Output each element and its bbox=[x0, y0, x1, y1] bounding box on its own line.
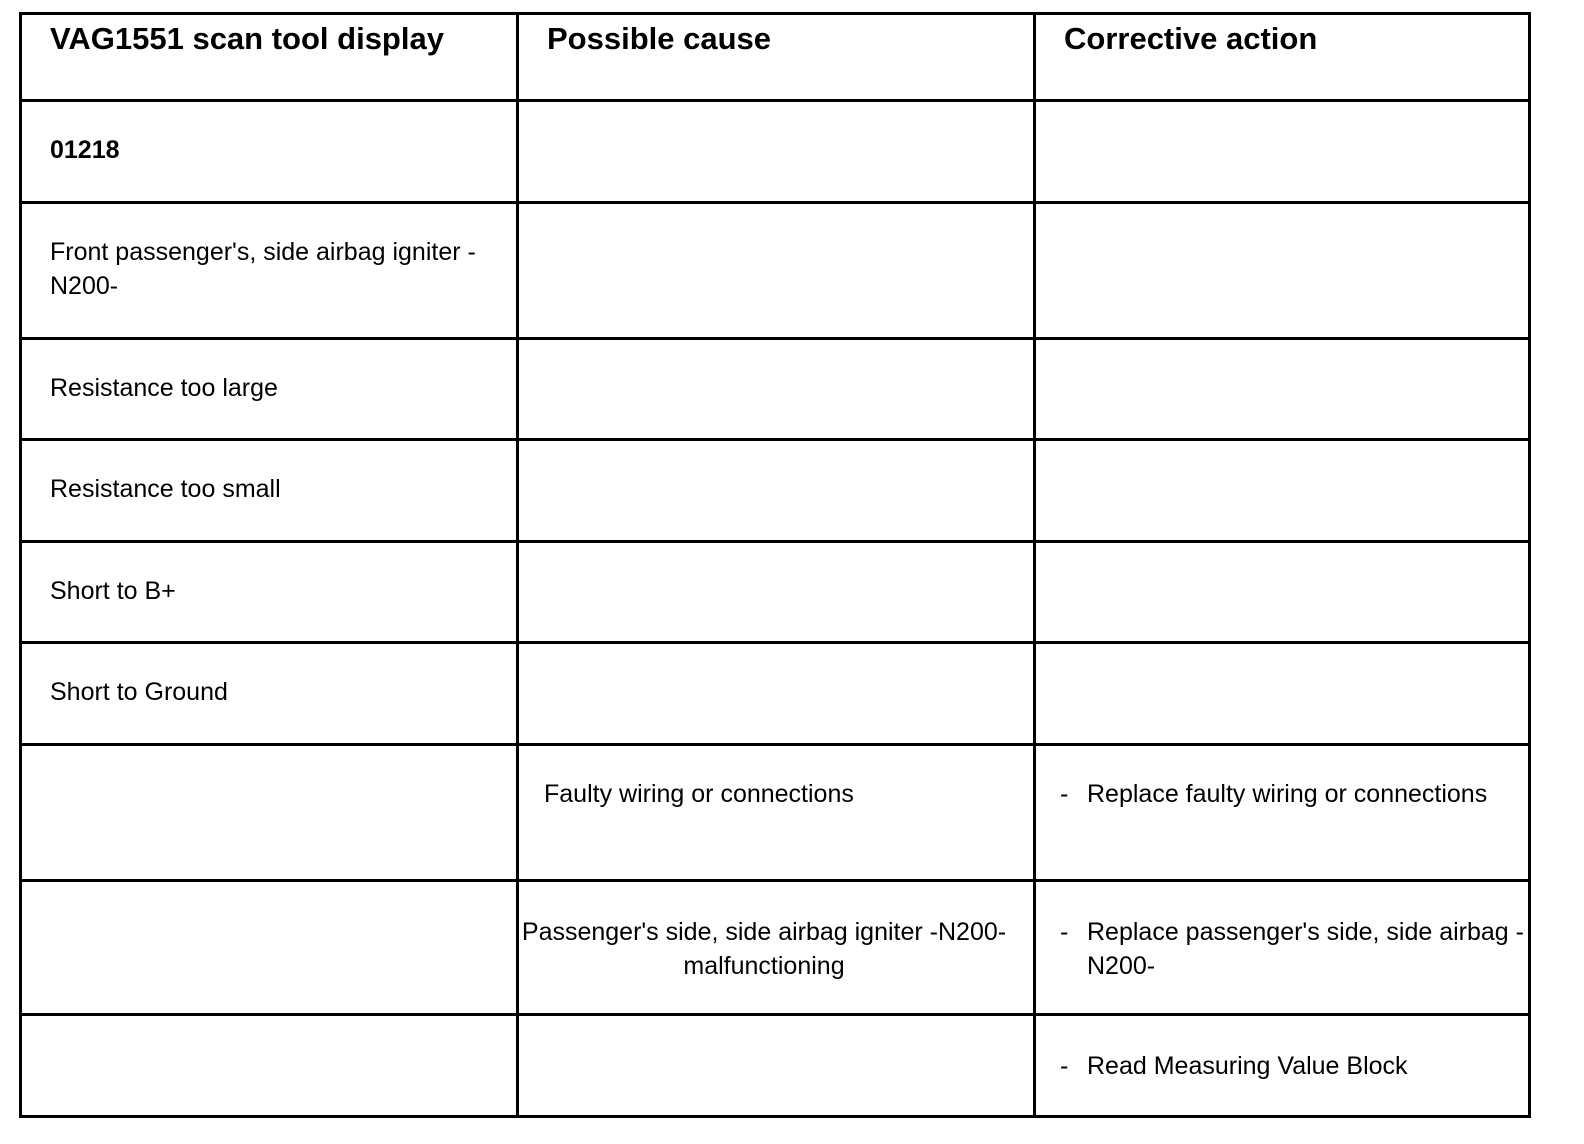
empty-cell bbox=[518, 101, 1035, 203]
action-replace-airbag: Replace passenger's side, side airbag -N200- bbox=[1087, 918, 1524, 980]
dash-bullet: - bbox=[1060, 780, 1069, 808]
empty-cell bbox=[518, 203, 1035, 339]
fault-short-to-ground: Short to Ground bbox=[21, 643, 518, 745]
action-read-block-cell bbox=[1035, 1015, 1530, 1117]
dash-bullet: - bbox=[1060, 918, 1069, 946]
action-list-item bbox=[1060, 1049, 1528, 1083]
action-read-measuring-value-block: Read Measuring Value Block bbox=[1087, 1052, 1408, 1080]
fault-table bbox=[19, 12, 1531, 1118]
empty-cell bbox=[1035, 440, 1530, 542]
table-row bbox=[21, 542, 1530, 643]
empty-cell bbox=[21, 881, 518, 1015]
dash-bullet: - bbox=[1060, 1052, 1069, 1080]
fault-code: 01218 bbox=[21, 101, 518, 203]
empty-cell bbox=[518, 1015, 1035, 1117]
empty-cell bbox=[518, 440, 1035, 542]
empty-cell bbox=[1035, 339, 1530, 440]
action-list-item bbox=[1060, 915, 1528, 983]
table-row bbox=[21, 203, 1530, 339]
fault-short-to-b-plus: Short to B+ bbox=[21, 542, 518, 643]
cause-faulty-wiring: Faulty wiring or connections bbox=[518, 745, 1035, 881]
table-row bbox=[21, 881, 1530, 1015]
table-row bbox=[21, 1015, 1530, 1117]
empty-cell bbox=[518, 542, 1035, 643]
header-possible-cause: Possible cause bbox=[518, 14, 1035, 101]
action-replace-wiring: Replace faulty wiring or connections bbox=[1087, 780, 1488, 808]
table-row bbox=[21, 745, 1530, 881]
header-scan-tool-display: VAG1551 scan tool display bbox=[21, 14, 518, 101]
header-corrective-action: Corrective action bbox=[1035, 14, 1530, 101]
empty-cell bbox=[1035, 101, 1530, 203]
table-row bbox=[21, 643, 1530, 745]
table-row bbox=[21, 339, 1530, 440]
empty-cell bbox=[518, 339, 1035, 440]
fault-resistance-too-large: Resistance too large bbox=[21, 339, 518, 440]
table-header-row bbox=[21, 14, 1530, 101]
empty-cell bbox=[1035, 542, 1530, 643]
empty-cell bbox=[518, 643, 1035, 745]
empty-cell bbox=[21, 1015, 518, 1117]
action-replace-wiring-cell bbox=[1035, 745, 1530, 881]
table-row bbox=[21, 440, 1530, 542]
table-row bbox=[21, 101, 1530, 203]
empty-cell bbox=[1035, 643, 1530, 745]
fault-component: Front passenger's, side airbag igniter -N200- bbox=[21, 203, 518, 339]
cause-igniter-malfunction: Passenger's side, side airbag igniter -N200- malfunctioning bbox=[518, 881, 1035, 1015]
empty-cell bbox=[1035, 203, 1530, 339]
action-list-item bbox=[1060, 777, 1528, 811]
empty-cell bbox=[21, 745, 518, 881]
action-replace-airbag-cell bbox=[1035, 881, 1530, 1015]
fault-resistance-too-small: Resistance too small bbox=[21, 440, 518, 542]
